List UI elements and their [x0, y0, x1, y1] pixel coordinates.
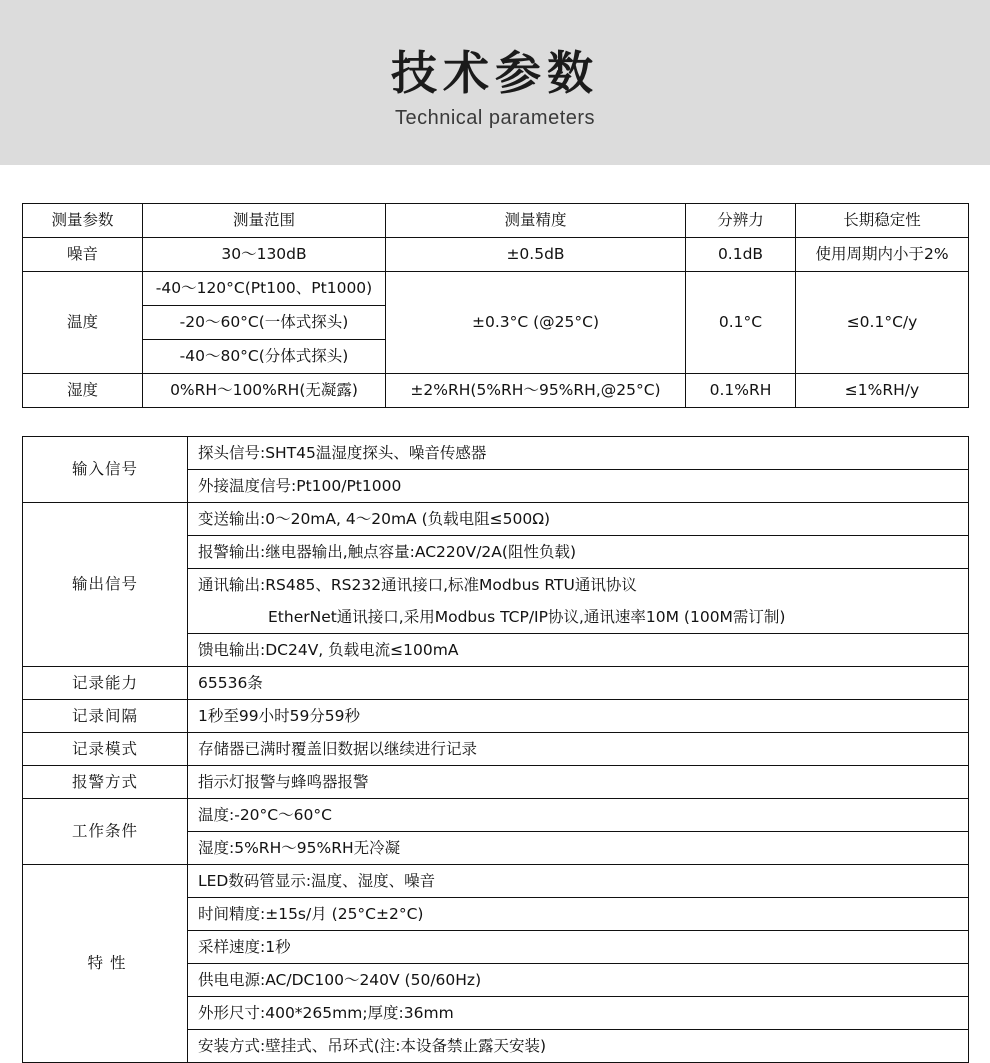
cell-stability-temperature: ≤0.1°C/y [796, 272, 969, 374]
spec-value-characteristics-1: LED数码管显示:温度、湿度、噪音 [188, 865, 969, 898]
spec-value-input-signal-2: 外接温度信号:Pt100/Pt1000 [188, 470, 969, 503]
specifications-table [22, 436, 969, 1063]
table-header-row [23, 204, 969, 238]
cell-resolution-temperature: 0.1°C [686, 272, 796, 374]
cell-resolution-noise: 0.1dB [686, 238, 796, 272]
spec-label-alarm-mode: 报警方式 [23, 766, 188, 799]
spec-value-output-signal-2: 报警输出:继电器输出,触点容量:AC220V/2A(阻性负载) [188, 536, 969, 569]
cell-range-temperature-2: -20～60°C(一体式探头) [143, 306, 386, 340]
spec-value-output-signal-5: 馈电输出:DC24V, 负载电流≤100mA [188, 634, 969, 667]
spec-value-output-signal-4: EtherNet通讯接口,采用Modbus TCP/IP协议,通讯速率10M (100M需订制) [188, 601, 969, 634]
header-banner [0, 0, 990, 165]
column-header-stability: 长期稳定性 [796, 204, 969, 238]
table-row [23, 667, 969, 700]
table-row [23, 865, 969, 898]
cell-range-temperature-1: -40～120°C(Pt100、Pt1000) [143, 272, 386, 306]
spec-label-working-condition: 工作条件 [23, 799, 188, 865]
table-row [23, 799, 969, 832]
spec-value-alarm-mode: 指示灯报警与蜂鸣器报警 [188, 766, 969, 799]
tables-container [0, 203, 990, 1063]
table-row [23, 766, 969, 799]
table-row [23, 272, 969, 306]
cell-range-humidity: 0%RH～100%RH(无凝露) [143, 374, 386, 408]
spec-value-working-condition-2: 湿度:5%RH～95%RH无冷凝 [188, 832, 969, 865]
page-subtitle: Technical parameters [394, 107, 596, 130]
page-title: 技术参数 [391, 45, 599, 100]
spec-label-record-interval: 记录间隔 [23, 700, 188, 733]
spec-value-characteristics-3: 采样速度:1秒 [188, 931, 969, 964]
spec-value-characteristics-4: 供电电源:AC/DC100～240V (50/60Hz) [188, 964, 969, 997]
spec-label-characteristics: 特 性 [23, 865, 188, 1063]
measurement-parameters-table [22, 203, 969, 408]
table-row [23, 238, 969, 272]
table-row [23, 733, 969, 766]
cell-stability-humidity: ≤1%RH/y [796, 374, 969, 408]
spec-value-characteristics-2: 时间精度:±15s/月 (25°C±2°C) [188, 898, 969, 931]
cell-range-noise: 30～130dB [143, 238, 386, 272]
cell-accuracy-noise: ±0.5dB [386, 238, 686, 272]
table-row [23, 374, 969, 408]
spec-value-record-interval: 1秒至99小时59分59秒 [188, 700, 969, 733]
spec-value-characteristics-6: 安装方式:壁挂式、吊环式(注:本设备禁止露天安装) [188, 1030, 969, 1063]
spec-value-input-signal-1: 探头信号:SHT45温湿度探头、噪音传感器 [188, 437, 969, 470]
spec-value-output-signal-3: 通讯输出:RS485、RS232通讯接口,标准Modbus RTU通讯协议 [188, 569, 969, 602]
cell-range-temperature-3: -40～80°C(分体式探头) [143, 340, 386, 374]
cell-param-humidity: 湿度 [23, 374, 143, 408]
spec-value-working-condition-1: 温度:-20°C～60°C [188, 799, 969, 832]
column-header-param: 测量参数 [23, 204, 143, 238]
spec-label-output-signal: 输出信号 [23, 503, 188, 667]
column-header-range: 测量范围 [143, 204, 386, 238]
cell-resolution-humidity: 0.1%RH [686, 374, 796, 408]
table-row [23, 700, 969, 733]
spec-label-record-mode: 记录模式 [23, 733, 188, 766]
spec-label-record-capacity: 记录能力 [23, 667, 188, 700]
spec-value-output-signal-1: 变送输出:0～20mA, 4～20mA (负载电阻≤500Ω) [188, 503, 969, 536]
spec-value-record-capacity: 65536条 [188, 667, 969, 700]
table-row [23, 437, 969, 470]
spec-label-input-signal: 输入信号 [23, 437, 188, 503]
column-header-accuracy: 测量精度 [386, 204, 686, 238]
cell-stability-noise: 使用周期内小于2% [796, 238, 969, 272]
cell-accuracy-humidity: ±2%RH(5%RH～95%RH,@25°C) [386, 374, 686, 408]
table-row [23, 503, 969, 536]
column-header-resolution: 分辨力 [686, 204, 796, 238]
spec-value-characteristics-5: 外形尺寸:400*265mm;厚度:36mm [188, 997, 969, 1030]
cell-param-temperature: 温度 [23, 272, 143, 374]
cell-accuracy-temperature: ±0.3°C (@25°C) [386, 272, 686, 374]
spec-value-record-mode: 存储器已满时覆盖旧数据以继续进行记录 [188, 733, 969, 766]
cell-param-noise: 噪音 [23, 238, 143, 272]
